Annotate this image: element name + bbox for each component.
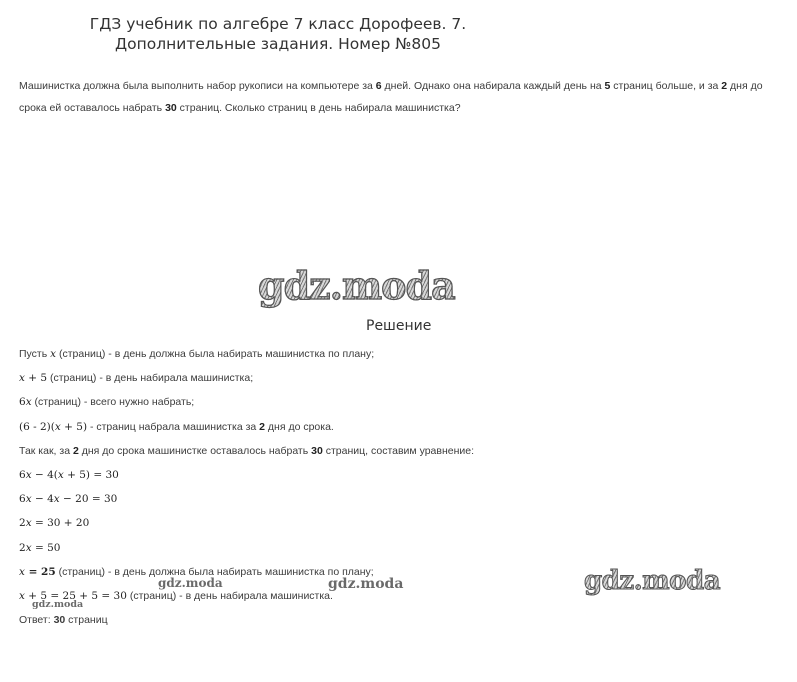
watermark-side-logo: gdz.moda [584, 566, 721, 596]
watermark-small-2: gdz.moda [328, 576, 404, 592]
equation-3: 2x = 30 + 20 [19, 517, 90, 530]
equation-4: 2x = 50 [19, 541, 61, 554]
solution-line-1: Пусть x (страниц) - в день должна была набирать машинистка по плану; [19, 348, 375, 360]
solution-line-5: Так как, за 2 дня до срока машинистке оставалось набрать 30 страниц, составим уравнение: [19, 444, 475, 457]
solution-line-4: (6 - 2)(x + 5) - страниц набрала машинистка за 2 дня до срока. [19, 420, 334, 433]
problem-statement: Машинистка должна была выполнить набор рукописи на компьютере за 6 дней. Однако она набирала каждый день на 5 страниц больше, и за 2 дня до срока ей оставалось набрать 30 страниц. Сколько страниц в день набирала машинистка? [19, 80, 763, 114]
page-title: ГДЗ учебник по алгебре 7 класс Дорофеев. 7. Дополнительные задания. Номер №805 [89, 15, 467, 53]
solution-line-11: x + 5 = 25 + 5 = 30 (страниц) - в день набирала машинистка. [19, 589, 333, 602]
watermark-small-1: gdz.moda [158, 576, 223, 590]
solution-line-3: 6x (страниц) - всего нужно набрать; [19, 396, 195, 409]
solution-line-2: x + 5 (страниц) - в день набирала машинистка; [19, 372, 254, 385]
watermark-small-3: gdz.moda [32, 599, 84, 610]
answer-line: Ответ: 30 страниц [19, 614, 108, 626]
solution-heading: Решение [366, 318, 432, 334]
equation-2: 6x − 4x − 20 = 30 [19, 493, 118, 506]
solution-line-10: x = 25 (страниц) - в день должна была набирать машинистка по плану; [19, 565, 374, 578]
equation-1: 6x − 4(x + 5) = 30 [19, 468, 119, 481]
watermark-logo: gdz.moda [258, 263, 455, 308]
